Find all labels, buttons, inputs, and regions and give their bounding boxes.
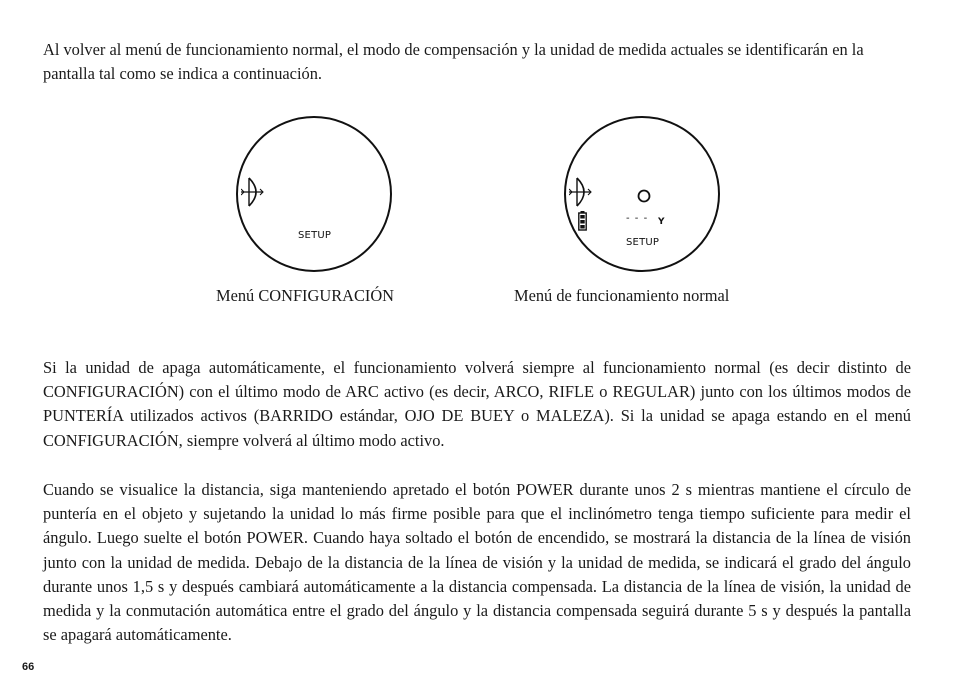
- bow-mode-icon: [241, 176, 265, 208]
- unit-label: Y: [658, 217, 665, 227]
- battery-icon: [578, 211, 587, 231]
- aiming-circle-icon: [637, 189, 651, 203]
- normal-menu-display: [564, 116, 720, 272]
- auto-off-paragraph: Si la unidad de apaga automáticamente, el funcionamiento volverá siempre al funcionamiento normal (es decir distinto de CONFIGURACIÓN) con el último modo de ARC activo (es decir, ARCO, RIFLE o REGULAR) junto con los últimos modos de PUNTERÍA utilizados activos (BARRIDO estándar, OJO DE BUEY o MALEZA). Si la unidad se apaga estando en el menú CONFIGURACIÓN, siempre volverá al último modo activo.: [43, 358, 911, 450]
- setup-menu-display: [236, 116, 392, 272]
- distance-placeholder: - - -: [626, 213, 649, 224]
- normal-menu-caption: Menú de funcionamiento normal: [514, 286, 730, 305]
- page-number: 66: [22, 661, 35, 673]
- intro-paragraph: Al volver al menú de funcionamiento normal, el modo de compensación y la unidad de medida actuales se identificarán en la pantalla tal como se indica a continuación.: [43, 40, 864, 84]
- bow-mode-icon: [569, 176, 593, 208]
- setup-menu-caption: Menú CONFIGURACIÓN: [216, 286, 395, 305]
- setup-label: SETUP: [298, 230, 332, 241]
- angle-measure-paragraph: Cuando se visualice la distancia, siga manteniendo apretado el botón POWER durante unos 2 s mientras mantiene el círculo de puntería en el objeto y sujetando la unidad lo más firme posible para que el inclinómetro tenga tiempo suficiente para medir el ángulo. Luego suelte el botón POWER. Cuando haya soltado el botón de encendido, se mostrará la distancia de la línea de visión junto con la unidad de medida. Debajo de la distancia de la línea de visión y la unidad de medida, se indicará el grado del ángulo durante unos 1,5 s y después cambiará automáticamente a la distancia compensada. La distancia de la línea de visión, la unidad de medida y la conmutación automática entre el grado del ángulo y la distancia compensada seguirá durante 5 s y después la pantalla se apagará automáticamente.: [43, 480, 911, 645]
- setup-label: SETUP: [626, 237, 660, 248]
